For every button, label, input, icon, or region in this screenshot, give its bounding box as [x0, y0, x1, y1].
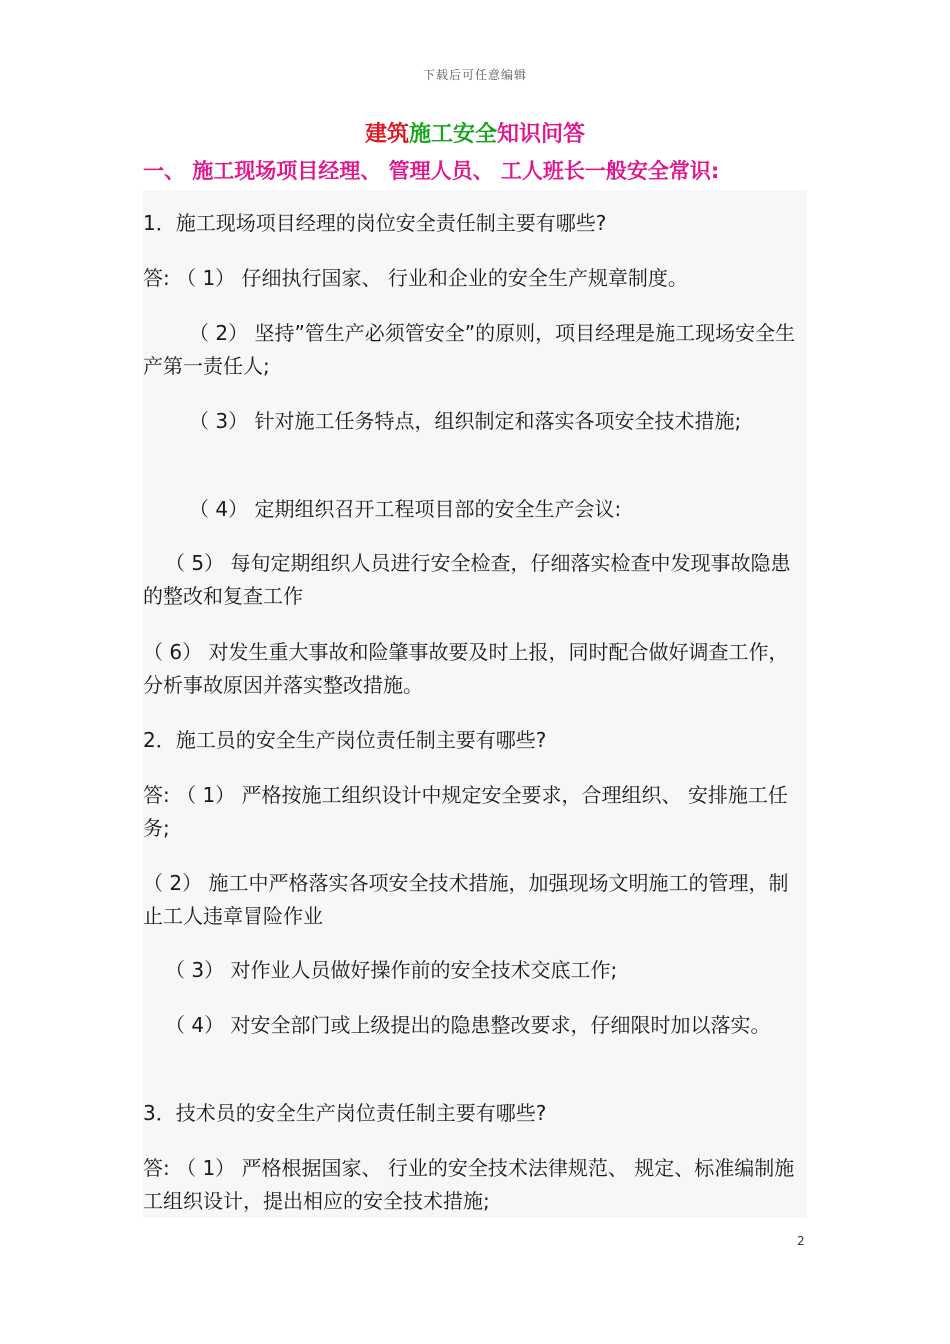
title-part-2: 施工安全 [408, 122, 497, 147]
answer-2-item-1: 答: （ 1） 严格按施工组织设计中规定安全要求，合理组织、 安排施工任务; [143, 783, 788, 840]
answer-1-item-2: （ 2） 坚持”管生产必须管安全”的原则，项目经理是施工现场安全生产第一责任人; [143, 321, 796, 378]
question-2: 2．施工员的安全生产岗位责任制主要有哪些? [143, 728, 547, 752]
page-number: 2 [797, 1234, 805, 1248]
question-1: 1．施工现场项目经理的岗位安全责任制主要有哪些? [143, 211, 607, 235]
answer-2-item-2: （ 2） 施工中严格落实各项安全技术措施，加强现场文明施工的管理，制止工人违章冒险作业 [143, 871, 789, 928]
answer-2-item-3: （ 3） 对作业人员做好操作前的安全技术交底工作; [165, 958, 618, 982]
answer-1-item-5: （ 5） 每旬定期组织人员进行安全检查，仔细落实检查中发现事故隐患的整改和复查工作 [143, 551, 791, 608]
document-title [0, 120, 950, 150]
answer-1-item-6: （ 6） 对发生重大事故和险肇事故要及时上报，同时配合做好调查工作，分析事故原因并落实整改措施。 [143, 640, 789, 697]
answer-1-item-4: （ 4） 定期组织召开工程项目部的安全生产会议: [189, 497, 622, 521]
section-heading: 一、 施工现场项目经理、 管理人员、 工人班长一般安全常识: [143, 159, 720, 183]
title-part-1: 建筑 [364, 122, 409, 147]
answer-2-item-4: （ 4） 对安全部门或上级提出的隐患整改要求，仔细限时加以落实。 [165, 1013, 771, 1037]
answer-1-item-3: （ 3） 针对施工任务特点，组织制定和落实各项安全技术措施; [189, 409, 742, 433]
question-3: 3．技术员的安全生产岗位责任制主要有哪些? [143, 1101, 547, 1125]
answer-3-item-1: 答: （ 1） 严格根据国家、 行业的安全技术法律规范、 规定、标准编制施工组织设计，提出相应的安全技术措施; [143, 1156, 795, 1213]
answer-1-item-1: 答: （ 1） 仔细执行国家、 行业和企业的安全生产规章制度。 [143, 266, 688, 290]
title-part-3: 知识问答 [497, 122, 586, 147]
download-note: 下载后可任意编辑 [422, 68, 527, 82]
